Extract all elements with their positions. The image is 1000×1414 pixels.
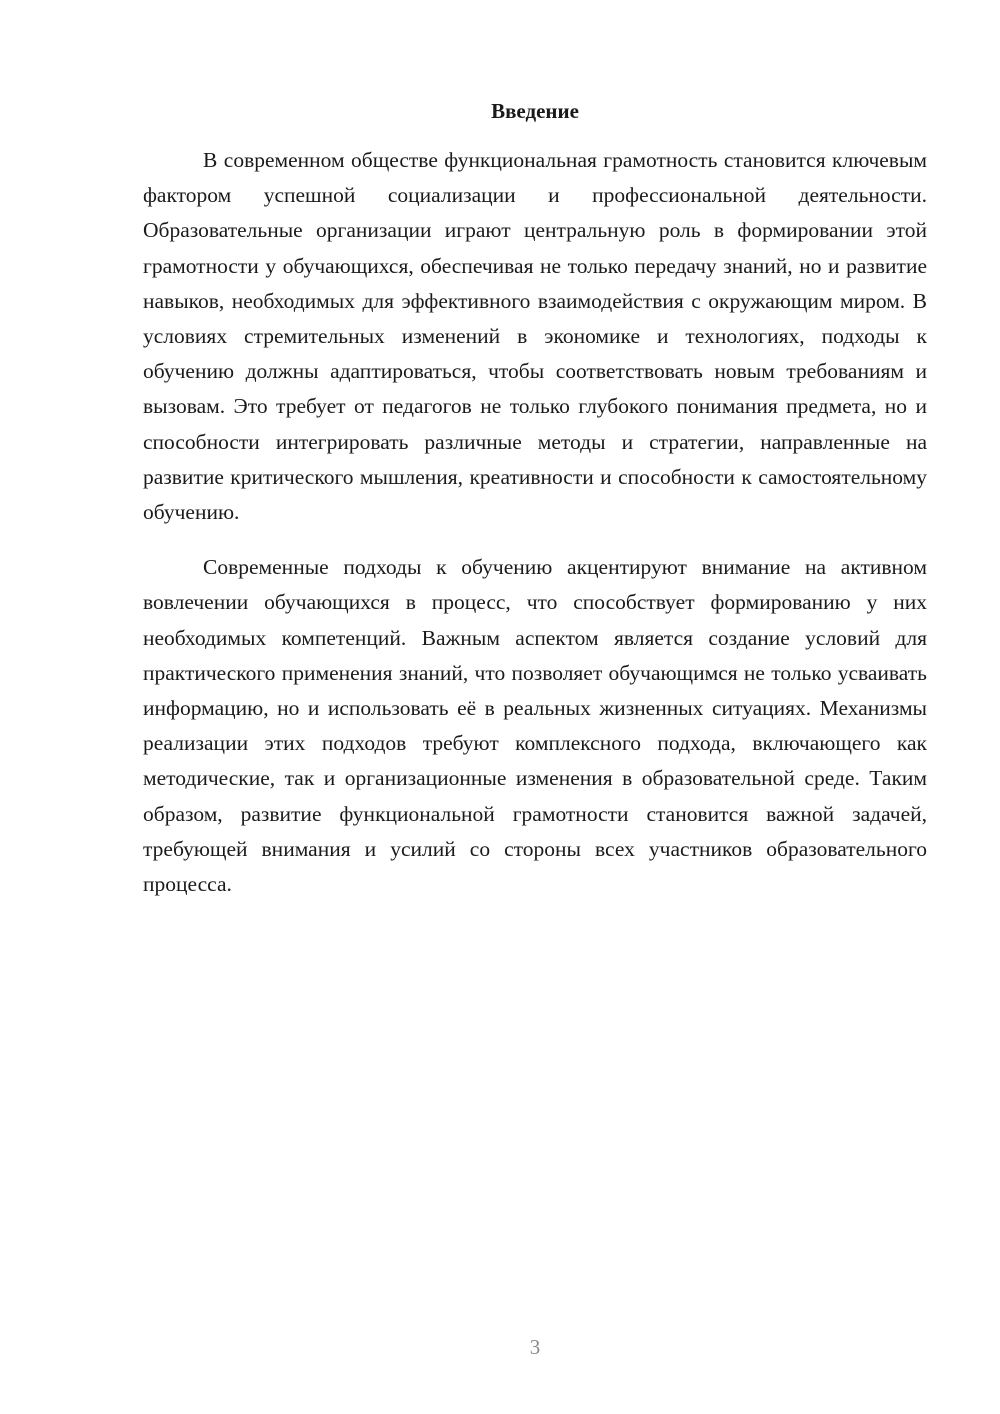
body-text	[143, 143, 927, 902]
paragraph-2: Современные подходы к обучению акцентируют внимание на активном вовлечении обучающихся в процесс, что способствует формированию у них необходимых компетенций. Важным аспектом является создание условий для практического применения знаний, что позволяет обучающимся не только усваивать информацию, но и использовать её в реальных жизненных ситуациях. Механизмы реализации этих подходов требуют комплексного подхода, включающего как методические, так и организационные изменения в образовательной среде. Таким образом, развитие функциональной грамотности становится важной задачей, требующей внимания и усилий со стороны всех участников образовательного процесса.	[143, 555, 927, 897]
paragraph-1: В современном обществе функциональная грамотность становится ключевым фактором успешной социализации и профессиональной деятельности. Образовательные организации играют центральную роль в формировании этой грамотности у обучающихся, обеспечивая не только передачу знаний, но и развитие навыков, необходимых для эффективного взаимодействия с окружающим миром. В условиях стремительных изменений в экономике и технологиях, подходы к обучению должны адаптироваться, чтобы соответствовать новым требованиям и вызовам. Это требует от педагогов не только глубокого понимания предмета, но и способности интегрировать различные методы и стратегии, направленные на развитие критического мышления, креативности и способности к самостоятельному обучению.	[143, 148, 927, 525]
section-heading: Введение	[491, 99, 579, 123]
page-number: 3	[529, 1335, 541, 1359]
